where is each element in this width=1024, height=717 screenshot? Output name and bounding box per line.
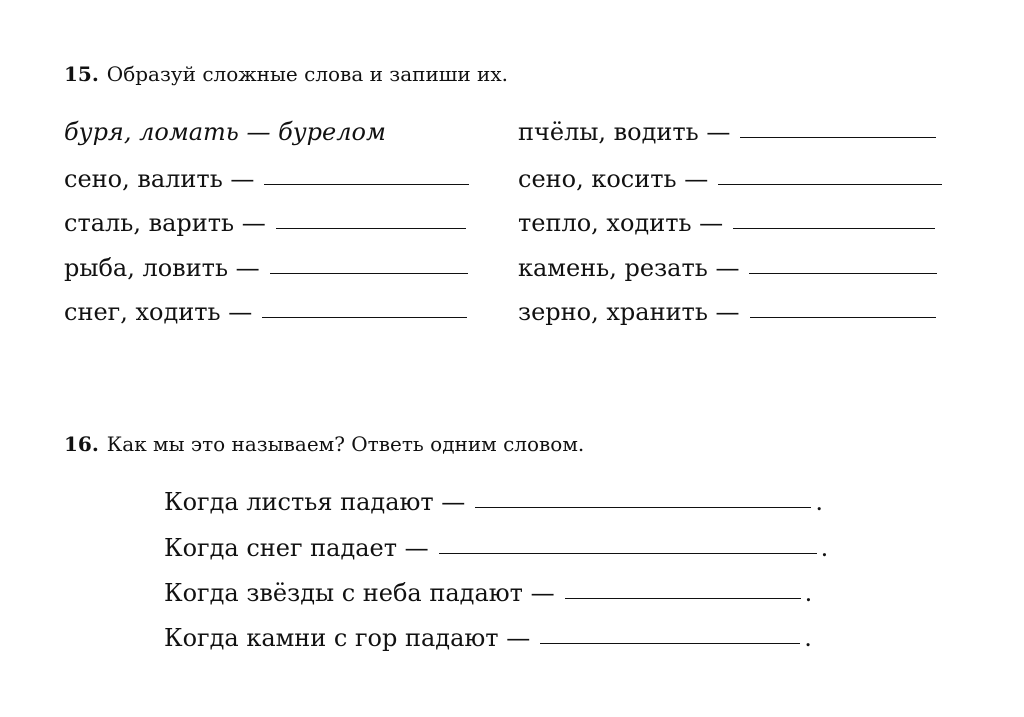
task-16-number: 16. xyxy=(64,432,99,456)
example-text: буря, ломать — бурелом xyxy=(64,118,386,146)
task-15-heading xyxy=(64,62,508,86)
answer-line[interactable] xyxy=(264,183,469,185)
answer-line[interactable] xyxy=(750,316,936,318)
task-15-right-item-5 xyxy=(518,297,936,327)
task-16-instruction: Как мы это называем? Ответь одним словом. xyxy=(106,432,585,456)
item-prompt: камень, резать — xyxy=(518,254,740,282)
task-16-item-4 xyxy=(164,623,812,653)
answer-line[interactable] xyxy=(270,272,468,274)
task-16-item-2 xyxy=(164,533,828,563)
task-15-right-item-1 xyxy=(518,117,936,147)
answer-line[interactable] xyxy=(262,316,467,318)
task-15-right-item-4 xyxy=(518,253,937,283)
task-15-example xyxy=(64,117,386,147)
task-15-number: 15. xyxy=(64,62,99,86)
item-prompt: тепло, ходить — xyxy=(518,209,724,237)
item-prompt: зерно, хранить — xyxy=(518,298,740,326)
task-15-left-item-4 xyxy=(64,297,467,327)
task-16-item-3 xyxy=(164,578,812,608)
item-prompt: сено, косить — xyxy=(518,165,709,193)
end-period: . xyxy=(804,624,812,652)
task-15-right-item-2 xyxy=(518,164,942,194)
answer-line[interactable] xyxy=(276,227,466,229)
end-period: . xyxy=(804,579,813,607)
answer-line[interactable] xyxy=(749,272,937,274)
item-prompt: Когда снег падает — xyxy=(164,534,429,562)
item-prompt: сено, валить — xyxy=(64,165,255,193)
item-prompt: снег, ходить — xyxy=(64,298,253,326)
task-15-right-item-3 xyxy=(518,208,935,238)
task-15-left-item-2 xyxy=(64,208,466,238)
answer-line[interactable] xyxy=(439,552,817,554)
item-prompt: Когда листья падают — xyxy=(164,488,466,516)
task-16-heading xyxy=(64,432,584,456)
answer-line[interactable] xyxy=(475,506,811,508)
item-prompt: Когда звёзды с неба падают — xyxy=(164,579,555,607)
answer-line[interactable] xyxy=(740,136,936,138)
task-15-left-item-1 xyxy=(64,164,469,194)
item-prompt: рыба, ловить — xyxy=(64,254,260,282)
answer-line[interactable] xyxy=(565,597,801,599)
item-prompt: сталь, варить — xyxy=(64,209,266,237)
answer-line[interactable] xyxy=(718,183,942,185)
answer-line[interactable] xyxy=(733,227,935,229)
end-period: . xyxy=(815,488,823,516)
item-prompt: пчёлы, водить — xyxy=(518,118,731,146)
task-15-left-item-3 xyxy=(64,253,468,283)
task-15-instruction: Образуй сложные слова и запиши их. xyxy=(106,62,509,86)
item-prompt: Когда камни с гор падают — xyxy=(164,624,531,652)
end-period: . xyxy=(820,534,829,562)
answer-line[interactable] xyxy=(540,642,800,644)
task-16-item-1 xyxy=(164,487,823,517)
